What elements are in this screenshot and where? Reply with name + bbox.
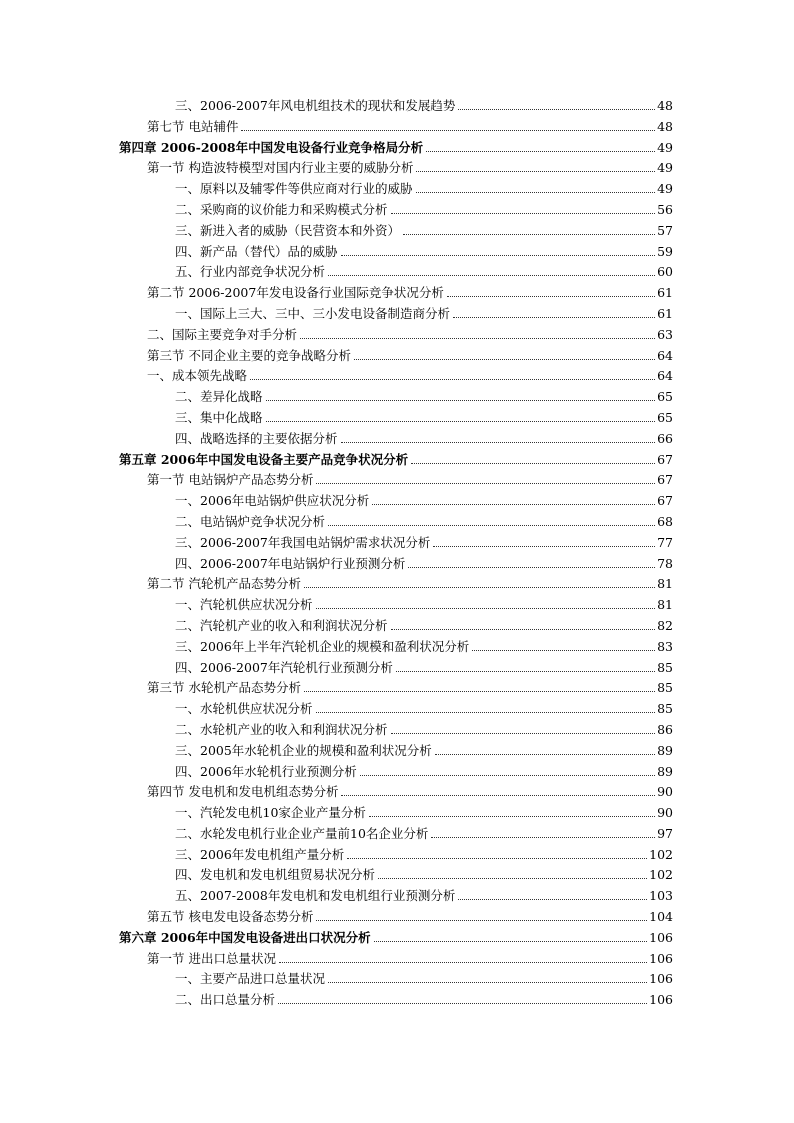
toc-row: [0, 637, 794, 658]
toc-leader-dots: [328, 274, 655, 276]
toc-row: [0, 658, 794, 679]
toc-subsection-entry[interactable]: [175, 639, 673, 655]
toc-page-number: 81: [657, 597, 673, 613]
toc-page-number: 68: [657, 513, 673, 529]
toc-leader-dots: [316, 711, 656, 713]
toc-page-number: 65: [657, 409, 673, 425]
toc-entry-title: 四、战略选择的主要依据分析: [175, 430, 338, 446]
toc-entry-title: 一、原料以及辅零件等供应商对行业的威胁: [175, 181, 413, 197]
toc-row: [0, 824, 794, 845]
toc-row: [0, 470, 794, 491]
toc-leader-dots: [369, 815, 655, 817]
toc-row: [0, 699, 794, 720]
toc-subsection-entry[interactable]: [175, 264, 673, 280]
toc-page-number: 97: [657, 825, 673, 841]
toc-section-entry[interactable]: [147, 327, 673, 343]
toc-page-number: 90: [657, 784, 673, 800]
toc-page-number: 102: [649, 846, 673, 862]
toc-row: [0, 678, 794, 699]
toc-entry-title: 四、新产品（替代）品的威胁: [175, 243, 338, 259]
toc-section-entry[interactable]: [147, 160, 673, 176]
toc-subsection-entry[interactable]: [175, 244, 673, 260]
toc-leader-dots: [279, 961, 647, 963]
toc-leader-dots: [435, 753, 655, 755]
toc-leader-dots: [347, 857, 647, 859]
toc-entry-title: 四、发电机和发电机组贸易状况分析: [175, 867, 376, 883]
toc-row: [0, 408, 794, 429]
toc-row: [0, 886, 794, 907]
toc-row: [0, 616, 794, 637]
toc-entry-title: 四、2006年水轮机行业预测分析: [175, 763, 357, 779]
toc-leader-dots: [354, 358, 655, 360]
toc-leader-dots: [316, 919, 647, 921]
toc-subsection-entry[interactable]: [175, 556, 673, 572]
toc-leader-dots: [472, 649, 655, 651]
toc-row: [0, 969, 794, 990]
toc-page-number: 60: [657, 264, 673, 280]
toc-page-number: 106: [649, 971, 673, 987]
toc-subsection-entry[interactable]: [175, 202, 673, 218]
toc-section-entry[interactable]: [147, 680, 673, 696]
toc-subsection-entry[interactable]: [175, 722, 673, 738]
toc-page-number: 103: [649, 888, 673, 904]
toc-leader-dots: [374, 940, 647, 942]
toc-page-number: 77: [657, 534, 673, 550]
toc-row: [0, 928, 794, 949]
toc-entry-title: 第一节 进出口总量状况: [147, 950, 276, 966]
toc-page-number: 66: [657, 430, 673, 446]
toc-subsection-entry[interactable]: [175, 389, 673, 405]
toc-page-number: 83: [657, 638, 673, 654]
toc-page-number: 61: [657, 305, 673, 321]
toc-subsection-entry[interactable]: [175, 535, 673, 551]
toc-leader-dots: [304, 690, 655, 692]
toc-subsection-entry[interactable]: [175, 992, 673, 1008]
toc-entry-title: 一、2006年电站锅炉供应状况分析: [175, 493, 370, 509]
toc-page-number: 67: [657, 472, 673, 488]
toc-row: [0, 533, 794, 554]
toc-chapter-entry[interactable]: [119, 930, 673, 946]
toc-leader-dots: [360, 774, 655, 776]
toc-entry-title: 二、水轮发电机行业企业产量前10名企业分析: [175, 825, 429, 841]
toc-entry-title: 一、汽轮机供应状况分析: [175, 597, 313, 613]
toc-entry-title: 第七节 电站辅件: [147, 118, 239, 134]
toc-entry-title: 二、电站锅炉竞争状况分析: [175, 513, 326, 529]
toc-subsection-entry[interactable]: [175, 181, 673, 197]
toc-page-number: 63: [657, 326, 673, 342]
toc-leader-dots: [372, 503, 655, 505]
toc-subsection-entry[interactable]: [175, 306, 673, 322]
toc-row: [0, 720, 794, 741]
toc-entry-title: 一、汽轮发电机10家企业产量分析: [175, 805, 366, 821]
toc-subsection-entry[interactable]: [175, 764, 673, 780]
toc-entry-title: 二、差异化战略: [175, 389, 263, 405]
toc-leader-dots: [278, 1002, 647, 1004]
toc-row: [0, 283, 794, 304]
toc-entry-title: 二、采购商的议价能力和采购模式分析: [175, 201, 388, 217]
toc-subsection-entry[interactable]: [175, 888, 673, 904]
toc-leader-dots: [341, 794, 655, 796]
toc-entry-title: 三、2006年上半年汽轮机企业的规模和盈利状况分析: [175, 638, 470, 654]
toc-page-number: 85: [657, 701, 673, 717]
toc-entry-title: 第二节 2006-2007年发电设备行业国际竞争状况分析: [147, 285, 444, 301]
toc-page-number: 64: [657, 368, 673, 384]
toc-page-number: 78: [657, 555, 673, 571]
toc-page-number: 57: [657, 222, 673, 238]
toc-row: [0, 117, 794, 138]
toc-subsection-entry[interactable]: [175, 431, 673, 447]
toc-leader-dots: [241, 129, 655, 131]
toc-entry-title: 一、主要产品进口总量状况: [175, 971, 326, 987]
toc-entry-title: 一、成本领先战略: [147, 368, 248, 384]
toc-row: [0, 387, 794, 408]
toc-entry-title: 第一节 电站锅炉产品态势分析: [147, 472, 314, 488]
toc-page-number: 90: [657, 805, 673, 821]
toc-chapter-entry[interactable]: [119, 452, 673, 468]
toc-subsection-entry[interactable]: [175, 826, 673, 842]
toc-leader-dots: [458, 108, 655, 110]
toc-page-number: 106: [649, 992, 673, 1008]
toc-leader-dots: [378, 877, 647, 879]
toc-leader-dots: [266, 399, 656, 401]
toc-row: [0, 512, 794, 533]
toc-entry-title: 三、2005年水轮机企业的规模和盈利状况分析: [175, 742, 432, 758]
toc-row: [0, 803, 794, 824]
toc-entry-title: 二、水轮机产业的收入和利润状况分析: [175, 721, 388, 737]
toc-page-number: 85: [657, 659, 673, 675]
toc-row: [0, 554, 794, 575]
toc-leader-dots: [316, 607, 656, 609]
toc-row: [0, 242, 794, 263]
toc-section-entry[interactable]: [147, 368, 673, 384]
toc-page-number: 61: [657, 285, 673, 301]
toc-entry-title: 三、2006年发电机组产量分析: [175, 846, 345, 862]
toc-page-number: 89: [657, 742, 673, 758]
toc-subsection-entry[interactable]: [175, 618, 673, 634]
toc-entry-title: 一、国际上三大、三中、三小发电设备制造商分析: [175, 305, 451, 321]
toc-entry-title: 五、2007-2008年发电机和发电机组行业预测分析: [175, 888, 456, 904]
toc-row: [0, 325, 794, 346]
toc-row: [0, 450, 794, 471]
toc-leader-dots: [431, 836, 655, 838]
toc-entry-title: 四、2006-2007年汽轮机行业预测分析: [175, 659, 393, 675]
toc-entry-title: 第三节 不同企业主要的竞争战略分析: [147, 347, 351, 363]
toc-section-entry[interactable]: [147, 348, 673, 364]
toc-leader-dots: [391, 628, 656, 630]
toc-entry-title: 三、新进入者的威胁（民营资本和外资）: [175, 222, 401, 238]
toc-entry-title: 一、水轮机供应状况分析: [175, 701, 313, 717]
toc-section-entry[interactable]: [147, 285, 673, 301]
toc-leader-dots: [458, 898, 647, 900]
toc-page-number: 85: [657, 680, 673, 696]
toc-subsection-entry[interactable]: [175, 514, 673, 530]
toc-page-number: 65: [657, 389, 673, 405]
toc-section-entry[interactable]: [147, 576, 673, 592]
toc-page-number: 49: [657, 181, 673, 197]
toc-leader-dots: [328, 981, 647, 983]
toc-page-number: 59: [657, 243, 673, 259]
toc-row: [0, 158, 794, 179]
toc-entry-title: 第五章 2006年中国发电设备主要产品竞争状况分析: [119, 451, 409, 467]
toc-leader-dots: [300, 337, 655, 339]
toc-section-entry[interactable]: [147, 472, 673, 488]
toc-row: [0, 200, 794, 221]
toc-subsection-entry[interactable]: [175, 410, 673, 426]
toc-page-number: 102: [649, 867, 673, 883]
toc-subsection-entry[interactable]: [175, 223, 673, 239]
toc-page-number: 106: [649, 950, 673, 966]
toc-row: [0, 179, 794, 200]
toc-subsection-entry[interactable]: [175, 743, 673, 759]
toc-subsection-entry[interactable]: [175, 701, 673, 717]
toc-entry-title: 四、2006-2007年电站锅炉行业预测分析: [175, 555, 406, 571]
toc-row: [0, 366, 794, 387]
table-of-contents: [0, 96, 794, 1011]
toc-subsection-entry[interactable]: [175, 847, 673, 863]
toc-leader-dots: [426, 150, 655, 152]
toc-leader-dots: [433, 545, 655, 547]
toc-row: [0, 762, 794, 783]
toc-page-number: 67: [657, 493, 673, 509]
toc-chapter-entry[interactable]: [119, 140, 673, 156]
toc-leader-dots: [250, 378, 655, 380]
toc-page-number: 89: [657, 763, 673, 779]
toc-row: [0, 949, 794, 970]
toc-page-number: 49: [657, 139, 673, 155]
toc-row: [0, 429, 794, 450]
toc-entry-title: 第四章 2006-2008年中国发电设备行业竞争格局分析: [119, 139, 424, 155]
toc-page-number: 49: [657, 160, 673, 176]
toc-leader-dots: [391, 212, 656, 214]
toc-page-number: 48: [657, 118, 673, 134]
toc-entry-title: 第三节 水轮机产品态势分析: [147, 680, 301, 696]
toc-page-number: 48: [657, 98, 673, 113]
toc-entry-title: 第二节 汽轮机产品态势分析: [147, 576, 301, 592]
toc-subsection-entry[interactable]: [175, 98, 673, 114]
toc-page-number: 82: [657, 617, 673, 633]
toc-row: [0, 262, 794, 283]
toc-row: [0, 865, 794, 886]
toc-entry-title: 二、汽轮机产业的收入和利润状况分析: [175, 617, 388, 633]
toc-row: [0, 304, 794, 325]
toc-entry-title: 五、行业内部竞争状况分析: [175, 264, 326, 280]
toc-leader-dots: [416, 170, 655, 172]
toc-leader-dots: [453, 316, 655, 318]
toc-row: [0, 138, 794, 159]
toc-row: [0, 990, 794, 1011]
toc-subsection-entry[interactable]: [175, 867, 673, 883]
toc-entry-title: 三、集中化战略: [175, 409, 263, 425]
toc-subsection-entry[interactable]: [175, 597, 673, 613]
toc-section-entry[interactable]: [147, 119, 673, 135]
toc-entry-title: 三、2006-2007年我国电站锅炉需求状况分析: [175, 534, 431, 550]
toc-row: [0, 845, 794, 866]
toc-leader-dots: [266, 420, 656, 422]
toc-leader-dots: [328, 524, 655, 526]
toc-subsection-entry[interactable]: [175, 493, 673, 509]
toc-leader-dots: [403, 233, 655, 235]
toc-row: [0, 782, 794, 803]
toc-row: [0, 96, 794, 117]
toc-row: [0, 741, 794, 762]
toc-leader-dots: [408, 566, 655, 568]
toc-entry-title: 第一节 构造波特模型对国内行业主要的威胁分析: [147, 160, 414, 176]
toc-leader-dots: [416, 191, 656, 193]
toc-page-number: 86: [657, 721, 673, 737]
toc-section-entry[interactable]: [147, 951, 673, 967]
toc-row: [0, 595, 794, 616]
toc-leader-dots: [341, 254, 656, 256]
toc-subsection-entry[interactable]: [175, 660, 673, 676]
toc-subsection-entry[interactable]: [175, 805, 673, 821]
toc-leader-dots: [316, 482, 655, 484]
toc-leader-dots: [304, 586, 655, 588]
toc-entry-title: 第五节 核电发电设备态势分析: [147, 909, 314, 925]
toc-page-number: 81: [657, 576, 673, 592]
toc-page-number: 64: [657, 347, 673, 363]
toc-leader-dots: [411, 462, 655, 464]
toc-row: [0, 221, 794, 242]
toc-row: [0, 346, 794, 367]
toc-subsection-entry[interactable]: [175, 971, 673, 987]
toc-row: [0, 907, 794, 928]
toc-leader-dots: [341, 441, 656, 443]
toc-entry-title: 三、2006-2007年风电机组技术的现状和发展趋势: [175, 98, 456, 113]
toc-page-number: 56: [657, 201, 673, 217]
toc-section-entry[interactable]: [147, 909, 673, 925]
toc-page-number: 106: [649, 929, 673, 945]
toc-entry-title: 第六章 2006年中国发电设备进出口状况分析: [119, 929, 371, 945]
toc-entry-title: 二、出口总量分析: [175, 992, 276, 1008]
toc-section-entry[interactable]: [147, 784, 673, 800]
toc-page-number: 67: [657, 451, 673, 467]
toc-page-number: 104: [649, 909, 673, 925]
toc-row: [0, 491, 794, 512]
toc-row: [0, 574, 794, 595]
toc-entry-title: 第四节 发电机和发电机组态势分析: [147, 784, 339, 800]
toc-leader-dots: [396, 670, 655, 672]
toc-leader-dots: [391, 732, 656, 734]
toc-leader-dots: [447, 295, 655, 297]
toc-entry-title: 二、国际主要竞争对手分析: [147, 326, 298, 342]
